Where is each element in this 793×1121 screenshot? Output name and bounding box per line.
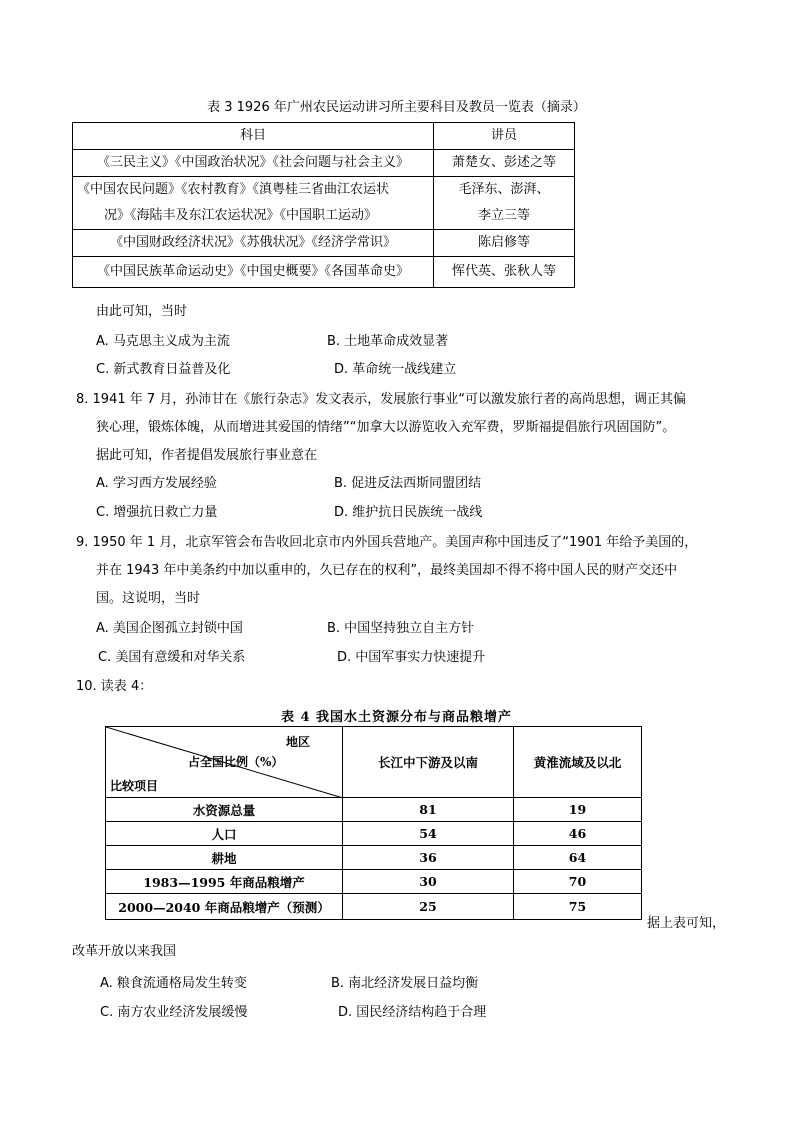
table-row [73, 177, 575, 230]
q10-option-a[interactable]: A. 粮食流通格局发生转变 [100, 976, 247, 991]
q7-option-c[interactable]: C. 新式教育日益普及化 [96, 362, 231, 377]
q8-line-2: 狭心理，锻炼体魄，从而增进其爱国的情绪”“加拿大以游览收入充军费，罗斯福提倡旅行巩固国防”。 [96, 420, 676, 435]
table-row [73, 150, 575, 177]
subject-text: 《中国农民问题》《农村教育》《滇粤桂三省曲江农运状 [77, 182, 390, 197]
item-cell: 水资源总量 [106, 798, 343, 822]
teacher-text: 李立三等 [477, 208, 530, 223]
south-value-cell: 36 [343, 846, 514, 870]
table-row [106, 894, 642, 920]
north-value-cell: 19 [514, 798, 642, 822]
q9-option-b[interactable]: B. 中国坚持独立自主方针 [327, 621, 475, 636]
item-cell: 耕地 [106, 846, 343, 870]
table-header-row [106, 727, 642, 798]
q10-option-b[interactable]: B. 南北经济发展日益均衡 [331, 976, 479, 991]
item-cell: 1983—1995 年商品粮增产 [106, 870, 343, 894]
teacher-text: 恽代英、张秋人等 [451, 264, 556, 279]
north-value-cell: 75 [514, 894, 642, 920]
diag-ratio-label: 占全国比例（%） [188, 755, 284, 769]
column-header-teacher: 讲员 [434, 123, 575, 150]
table-row [106, 846, 642, 870]
table-row [73, 230, 575, 257]
q9-line-1: 9. 1950 年 1 月，北京军管会布告收回北京市内外国兵营地产。美国声称中国违反了“1901 年给予美国的， [76, 535, 698, 550]
q8-option-c[interactable]: C. 增强抗日救亡力量 [96, 505, 218, 520]
subject-text: 况》《海陆丰及东江农运状况》《中国职工运动》 [104, 208, 378, 223]
q8-option-d[interactable]: D. 维护抗日民族统一战线 [334, 505, 483, 520]
teacher-text: 陈启修等 [477, 235, 530, 250]
diag-region-label: 地区 [286, 735, 311, 749]
subject-text: 《中国财政经济状况》《苏俄状况》《经济学常识》 [109, 235, 396, 250]
table3-caption: 表 3 1926 年广州农民运动讲习所主要科目及教员一览表（摘录） [207, 100, 586, 115]
north-value-cell: 70 [514, 870, 642, 894]
q9-line-3: 国。这说明，当时 [96, 591, 201, 606]
q8-option-a[interactable]: A. 学习西方发展经验 [96, 476, 217, 491]
diag-item-label: 比较项目 [110, 779, 159, 793]
teacher-cell [434, 177, 575, 230]
q7-stem: 由此可知，当时 [96, 304, 188, 319]
q8-line-1: 8. 1941 年 7 月，孙沛甘在《旅行杂志》发文表示，发展旅行事业“可以激发旅行者的高尚思想，调正其偏 [76, 392, 687, 407]
item-cell: 人口 [106, 822, 343, 846]
q8-line-3: 据此可知，作者提倡发展旅行事业意在 [96, 448, 318, 463]
diagonal-header-cell [106, 727, 343, 798]
q7-option-d[interactable]: D. 革命统一战线建立 [334, 362, 457, 377]
table-header-row [73, 123, 575, 150]
column-header-subject: 科目 [73, 123, 434, 150]
table4-caption: 表 4 我国水土资源分布与商品粮增产 [280, 710, 513, 725]
south-value-cell: 30 [343, 870, 514, 894]
subject-cell [73, 230, 434, 257]
north-value-cell: 64 [514, 846, 642, 870]
subject-text: 《三民主义》《中国政治状况》《社会问题与社会主义》 [96, 155, 409, 170]
table3 [72, 122, 575, 288]
q9-option-c[interactable]: C. 美国有意缓和对华关系 [98, 650, 246, 665]
q10-option-d[interactable]: D. 国民经济结构趋于合理 [338, 1005, 487, 1020]
teacher-cell [434, 150, 575, 177]
teacher-cell [434, 230, 575, 257]
q7-option-b[interactable]: B. 土地革命成效显著 [327, 334, 449, 349]
teacher-cell [434, 257, 575, 288]
table4 [105, 726, 642, 920]
subject-text: 《中国民族革命运动史》《中国史概要》《各国革命史》 [96, 264, 409, 279]
south-value-cell: 54 [343, 822, 514, 846]
teacher-text: 萧楚女、彭述之等 [451, 155, 556, 170]
teacher-text: 毛泽东、澎湃、 [458, 182, 550, 197]
q8-option-b[interactable]: B. 促进反法西斯同盟团结 [334, 476, 482, 491]
subject-cell [73, 150, 434, 177]
south-value-cell: 25 [343, 894, 514, 920]
item-cell: 2000—2040 年商品粮增产（预测） [106, 894, 343, 920]
south-value-cell: 81 [343, 798, 514, 822]
table-row [106, 822, 642, 846]
q10-option-c[interactable]: C. 南方农业经济发展缓慢 [100, 1005, 248, 1020]
column-header-north: 黄淮流域及以北 [514, 727, 642, 798]
subject-cell [73, 177, 434, 230]
subject-cell [73, 257, 434, 288]
q9-option-a[interactable]: A. 美国企图孤立封锁中国 [96, 621, 243, 636]
north-value-cell: 46 [514, 822, 642, 846]
q10-intro: 10. 读表 4： [76, 679, 153, 694]
table-row [73, 257, 575, 288]
q9-line-2: 并在 1943 年中美条约中加以重申的，久已存在的权利”，最终美国却不得不将中国人民的财产交还中 [96, 563, 678, 578]
q9-option-d[interactable]: D. 中国军事实力快速提升 [337, 650, 486, 665]
table-row [106, 798, 642, 822]
q10-line-2: 改革开放以来我国 [72, 944, 177, 959]
q7-option-a[interactable]: A. 马克思主义成为主流 [96, 334, 230, 349]
q10-tail: 据上表可知， [647, 916, 726, 931]
table-row [106, 870, 642, 894]
column-header-south: 长江中下游及以南 [343, 727, 514, 798]
